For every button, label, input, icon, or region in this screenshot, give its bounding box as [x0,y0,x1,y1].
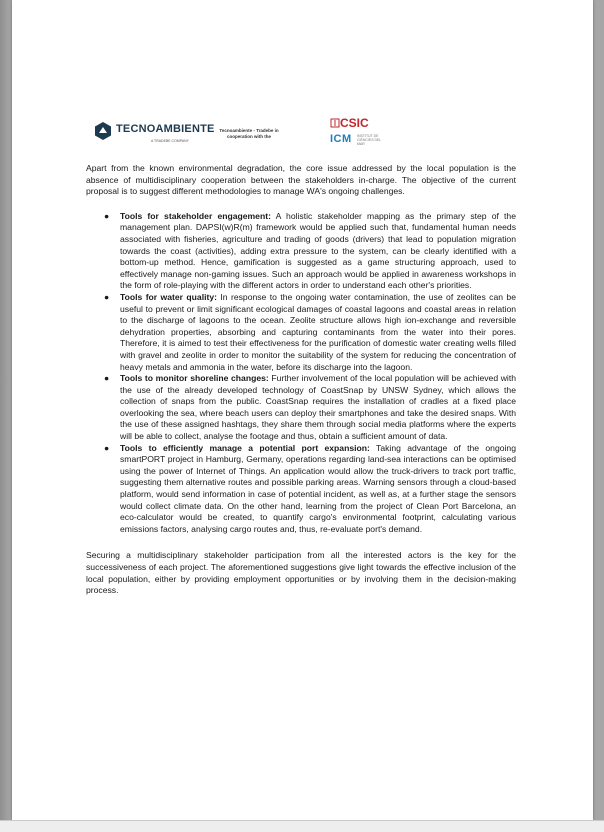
list-item [104,291,516,373]
csic-logo-text: CSIC [340,116,369,130]
viewer-bottom-bar [0,820,604,832]
list-item-term: Tools for stakeholder engagement: [120,210,271,221]
bullet-icon: ● [104,210,110,221]
tecnoambiente-logo-subtitle: A TRADEBE COMPANY [151,139,189,143]
bullet-icon: ● [104,373,110,384]
list-item-text: A holistic stakeholder mapping as the primary step of the management plan. DAPSI(w)R(m) framework would be applied such that, fundamental human needs associated with fisheries, agriculture and trading of goods (drivers) that lead to population migration towards the coast (activities), adding extra pressure to the system, can be clearly identified with a bottom-up method. Hence, gamification is suggested as a game structuring approach, used to effectively manage non-gaming issues. Such an approach would be applied in awareness workshops in the form of role-playing with the different actors in order to understand each other's priorities. [120,210,516,291]
list-item-text: Further involvement of the local population will be achieved with the use of the already developed technology of CoastSnap by UNSW Sydney, which allows the collection of snaps from the public. CoastSnap requires the installation of cradles at a fixed place overlooking the sea, where beach users can deploy their smartphones and take the desired snaps. With the use of these assigned hashtags, they share them through social media platforms where the experts will be able to collect, analyse the footage and thus, obtain a sufficient amount of data. [120,373,517,442]
page-header [94,116,394,152]
icm-logo-subtitle: INSTITUT DE CIÈNCIES DEL MAR [357,134,382,146]
list-item [104,210,516,292]
list-item-term: Tools for water quality: [120,291,217,302]
list-item-text: In response to the ongoing water contamination, the use of zeolites can be useful to prevent or limit significant ecological damages of coastal lagoons and coastal areas in relation to the discharge of lagoons to the ocean. Zeolite structure allows high ion-exchange and reversible dehydration properties, absorbing and capturing contaminants from the water into their pores. Therefore, it is aimed to test their effectiveness for the purification of domestic water creating wells filled with gravel and zeolite in order to monitor the suitability of the system for reducing the concentration of heavy metals and ammonia in the water, before its discharge into the lagoon. [120,291,516,372]
list-item [104,373,517,443]
document-body [86,163,516,597]
intro-paragraph: Apart from the known environmental degradation, the core issue addressed by the local population is the absence of multidisciplinary cooperation between the stakeholders in-charge. The objective of the current proposal is to suggest different methodologies to manage WA's ongoing challenges. [86,163,516,197]
list-item-term: Tools to monitor shoreline changes: [120,373,269,384]
viewer-left-margin [0,0,10,831]
bullet-icon: ● [104,291,110,302]
list-item-text: Taking advantage of the ongoing smartPORT project in Hamburg, Germany, operations regarding land-sea interactions can be optimised using the power of Internet of Things. An application would allow the truck-drivers to track port traffic, suggesting them alternative routes and possible parking areas. Warning sensors through a cloud-based platform, would send information in case of potential incident, as well as, at a further stage the sensors would collect climate data. On the other hand, learning from the project of Clean Port Barcelona, an eco-calculator would be created, to quantify cargo's environmental footprint, calculating various emissions factors, analysing cargo routes and, thus, re-evaluate port's demand. [120,442,516,534]
list-item [104,442,516,536]
conclusion-paragraph: Securing a multidisciplinary stakeholder participation from all the interested actors is the key for the successiveness of each project. The aforementioned suggestions give light towards the effective inclusion of the local population, either by providing employment opportunities or by involving them in the decision-making process. [86,550,516,596]
tools-list [86,211,516,536]
icm-logo-text: ICM [330,133,352,145]
csic-crest-icon [330,118,340,128]
bullet-icon: ● [104,442,110,453]
document-page [12,0,593,820]
cooperation-note: Tecnoambiente - Tradebe in cooperation with the [219,128,279,139]
list-item-term: Tools to efficiently manage a potential port expansion: [120,442,370,453]
tecnoambiente-logo-text: TECNOAMBIENTE [116,123,215,135]
tecnoambiente-logo-icon [94,122,112,140]
